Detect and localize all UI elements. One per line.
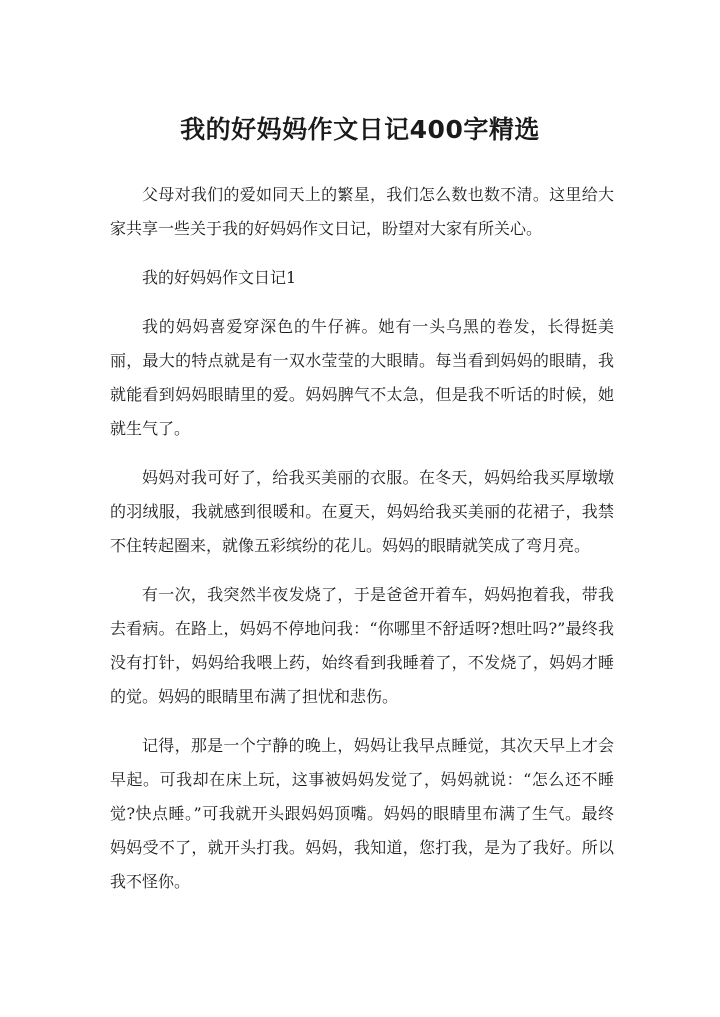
body-paragraph: 记得，那是一个宁静的晚上，妈妈让我早点睡觉，其次天早上才会早起。可我却在床上玩，这事被妈妈发觉了，妈妈就说：“怎么还不睡觉?快点睡。”可我就开头跟妈妈顶嘴。妈妈的眼睛里布满了生气。最终妈妈受不了，就开头打我。妈妈，我知道，您打我，是为了我好。所以我不怪你。: [110, 736, 614, 891]
document-body: [110, 178, 614, 914]
body-paragraph: 妈妈对我可好了，给我买美丽的衣服。在冬天，妈妈给我买厚墩墩的羽绒服，我就感到很暖和。在夏天，妈妈给我买美丽的花裙子，我禁不住转起圈来，就像五彩缤纷的花儿。妈妈的眼睛就笑成了弯月亮。: [110, 468, 614, 555]
document-title: 我的好妈妈作文日记400字精选: [180, 115, 540, 144]
intro-paragraph: 父母对我们的爱如同天上的繁星，我们怎么数也数不清。这里给大家共享一些关于我的好妈妈作文日记，盼望对大家有所关心。: [110, 185, 614, 238]
body-paragraph: 有一次，我突然半夜发烧了，于是爸爸开着车，妈妈抱着我，带我去看病。在路上，妈妈不停地问我：“你哪里不舒适呀?想吐吗?”最终我没有打针，妈妈给我喂上药，始终看到我睡着了，不发烧了，妈妈才睡的觉。妈妈的眼睛里布满了担忧和悲伤。: [110, 585, 614, 706]
body-paragraph: 我的妈妈喜爱穿深色的牛仔裤。她有一头乌黑的卷发，长得挺美丽，最大的特点就是有一双水莹莹的大眼睛。每当看到妈妈的眼睛，我就能看到妈妈眼睛里的爱。妈妈脾气不太急，但是我不听话的时候，她就生气了。: [110, 317, 614, 438]
section-heading: 我的好妈妈作文日记1: [142, 268, 297, 287]
